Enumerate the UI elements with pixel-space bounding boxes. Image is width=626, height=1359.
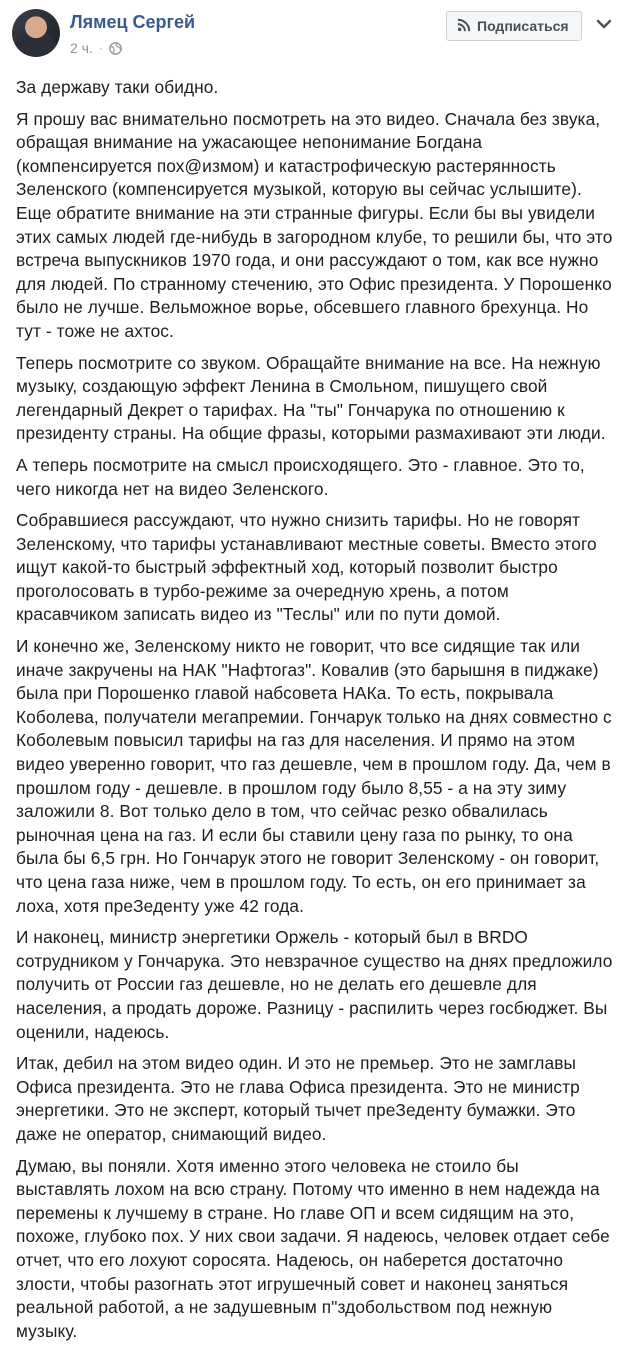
rss-icon bbox=[457, 18, 471, 35]
post-paragraph: За державу таки обидно. bbox=[16, 77, 219, 97]
post-paragraph: Думаю, вы поняли. Хотя именно этого человека не стоило бы выставлять лохом на всю страну. Потому что именно в нем надежда на перемены к лучшему в стране. Но главе ОП и всем сидящим на это, похоже, глубоко пох. У них свои задачи. Я надеюсь, человек отдает себе отчет, что его лохуют соросята. Надеюсь, он наберется достаточно злости, чтобы разогнать этот игрушечный совет и наконец заняться реальной работой, а не задушевным п"здобольством под нежную музыку. bbox=[16, 1155, 610, 1341]
post-header bbox=[0, 0, 626, 68]
post-paragraph: А теперь посмотрите на смысл происходящего. Это - главное. Это то, чего никогда нет на видео Зеленского. bbox=[16, 454, 585, 499]
post-time[interactable]: 2 ч. bbox=[70, 40, 93, 56]
chevron-down-icon bbox=[592, 23, 616, 40]
meta-separator: · bbox=[98, 41, 103, 55]
post-body bbox=[16, 76, 614, 1351]
post-meta bbox=[70, 40, 122, 56]
post-paragraph: Итак, дебил на этом видео один. И это не премьер. Это не замглавы Офиса президента. Это не глава Офиса президента. Это не министр энергетики. Это не эксперт, который тычет преЗеденту бумажки. Это даже не оператор, снимающий видео. bbox=[16, 1053, 580, 1144]
follow-button[interactable] bbox=[446, 11, 582, 41]
follow-label: Подписаться bbox=[477, 18, 569, 34]
post-paragraph: И конечно же, Зеленскому никто не говорит, что все сидящие так или иначе закручены на НАК "Нафтогаз". Ковалив (это барышня в пиджаке) была при Порошенко главой набсовета НАКа. То есть, покрывала Коболева, получатели мегапремии. Гончарук только на днях совместно с Коболевым повысил тарифы на газ для населения. И прямо на этом видео уверенно говорит, что газ дешевле, чем в прошлом году. Да, чем в прошлом году - дешевле. в прошлом году было 8,55 - а на эту зиму заложили 8. Вот только дело в том, что сейчас резко обвалилась рыночная цена на газ. И если бы ставили цену газа по рынку, то она была бы 6,5 грн. Но Гончарук этого не говорит Зеленскому - он говорит, что цена газа ниже, чем в прошлом году. То есть, он его принимает за лоха, хотя преЗеденту уже 42 года. bbox=[16, 636, 612, 916]
more-options-button[interactable] bbox=[592, 12, 616, 36]
author-name[interactable]: Лямец Сергей bbox=[70, 12, 196, 32]
post-paragraph: Теперь посмотрите со звуком. Обращайте внимание на все. На нежную музыку, создающую эффект Ленина в Смольном, пишущего свой легендарный Декрет о тарифах. На "ты" Гончарука по отношению к президенту страны. На общие фразы, которыми размахивают эти люди. bbox=[16, 352, 606, 444]
avatar[interactable] bbox=[12, 9, 60, 57]
globe-icon[interactable] bbox=[109, 42, 122, 55]
post-paragraph: Я прошу вас внимательно посмотреть на это видео. Сначала без звука, обращая внимание на ужасающее непонимание Богдана (компенсируется пох@измом) и катастрофическую растерянность Зеленского (компенсируется музыкой, которую вы сейчас услышите). Еще обратите внимание на эти странные фигуры. Если бы вы увидели этих самых людей где-нибудь в загородном клубе, то решили бы, что это встреча выпускников 1970 года, и они рассуждают о том, как все нужно для людей. По странному стечению, это Офис президента. У Порошенко было не лучше. Вельможное ворье, обсевшего главного брехунца. Но тут - тоже не ахтос. bbox=[16, 108, 613, 341]
post-paragraph: Собравшиеся рассуждают, что нужно снизить тарифы. Но не говорят Зеленскому, что тарифы устанавливают местные советы. Вместо этого ищут какой-то быстрый эффектный ход, который позволит быстро проголосовать в турбо-режиме за очередную хрень, а потом красавчиком записать видео из "Теслы" или по пути домой. bbox=[16, 510, 597, 625]
post-paragraph: И наконец, министр энергетики Оржель - который был в BRDO сотрудником у Гончарука. Это невзрачное существо на днях предложило получить от России газ дешевле, но не делать его дешевле для населения, а продать дороже. Разницу - распилить через госбюджет. Вы оценили, надеюсь. bbox=[16, 927, 613, 1042]
